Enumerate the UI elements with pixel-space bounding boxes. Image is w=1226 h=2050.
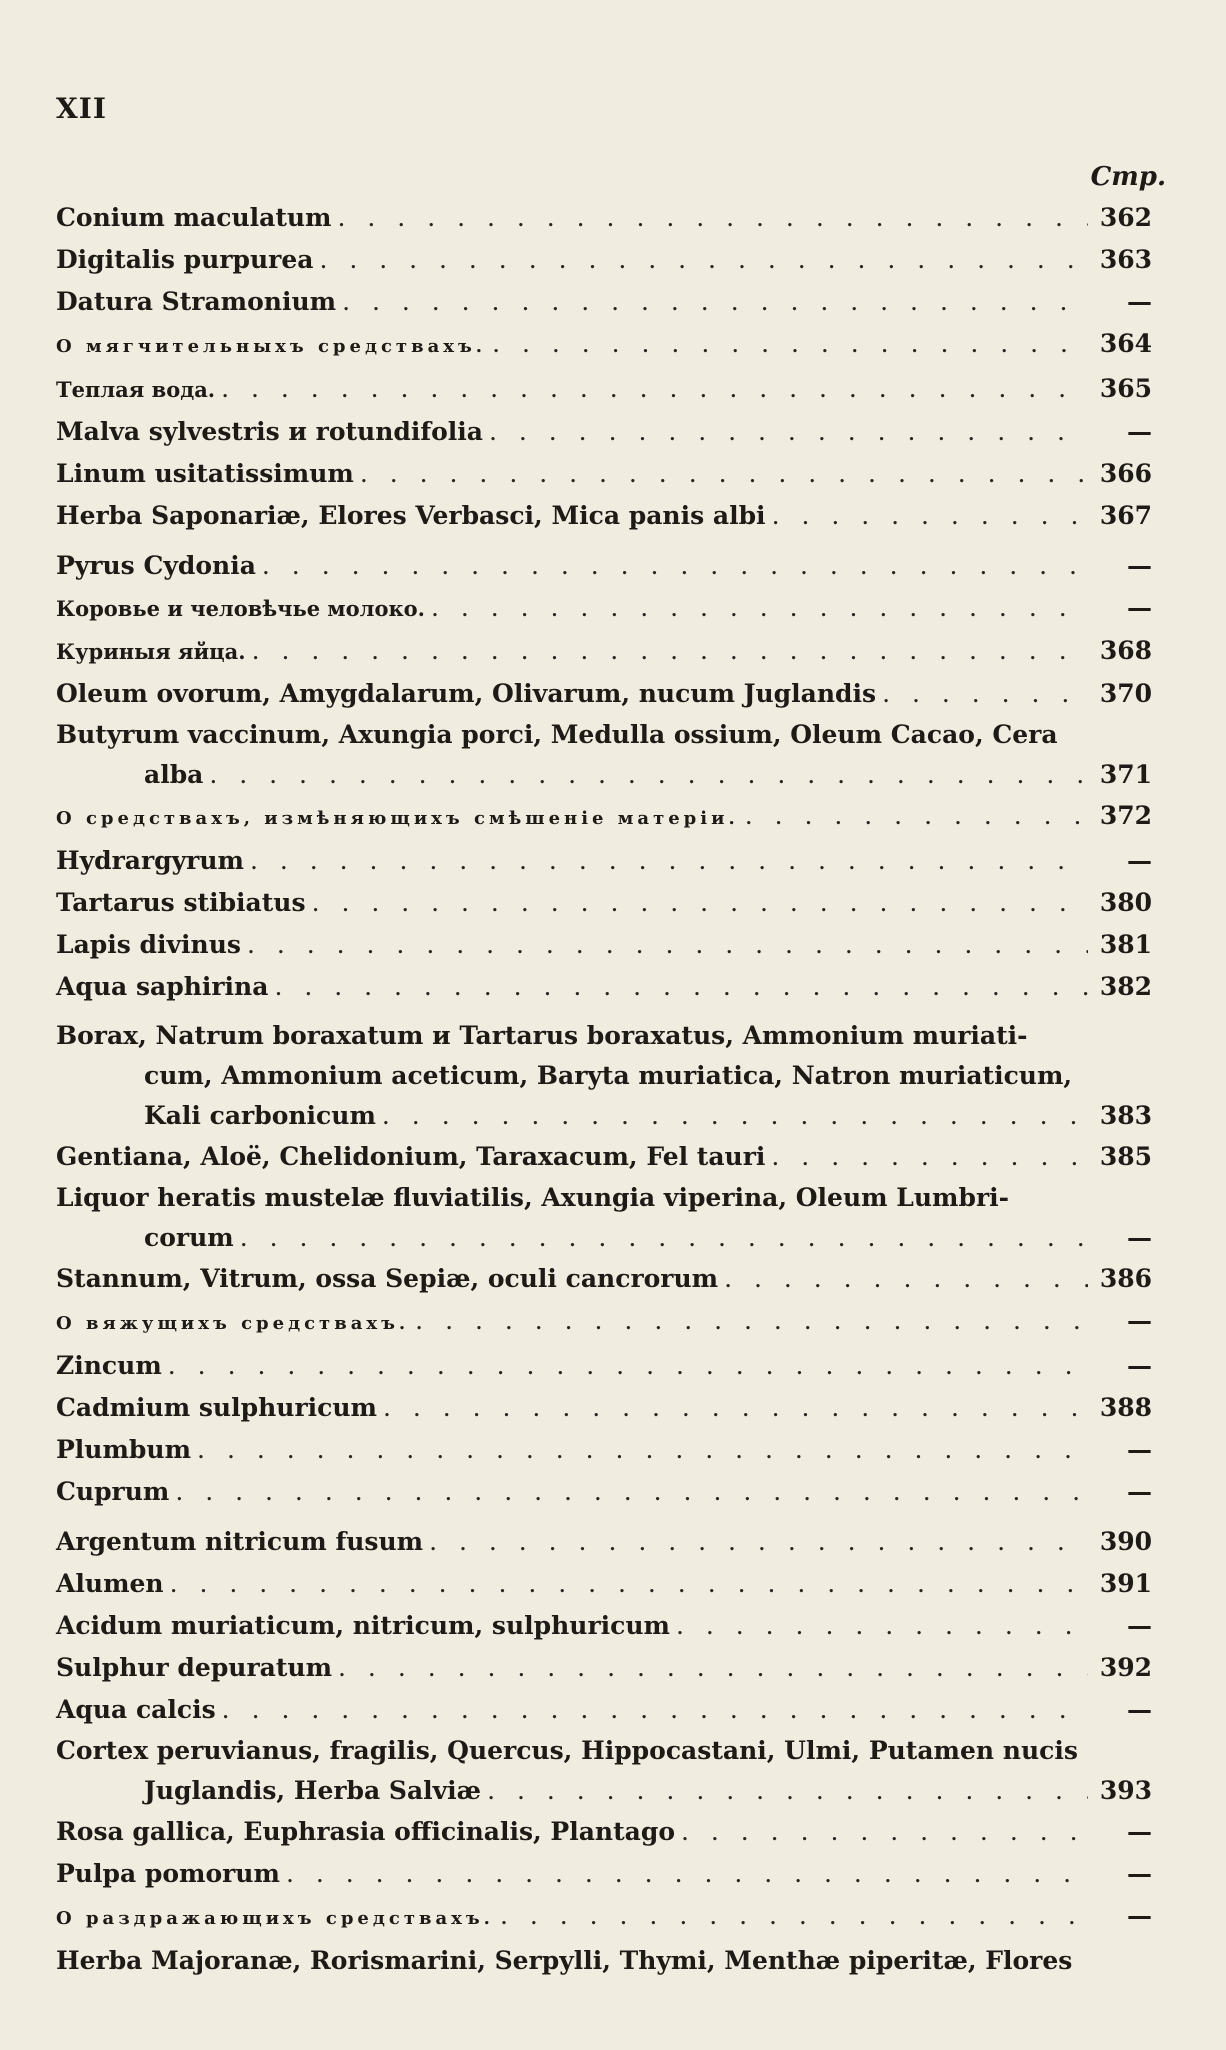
toc-entry-label: Lapis divinus [56,930,241,959]
toc-entry-label: Kali carbonicum [144,1101,376,1130]
toc-entry [56,368,1152,411]
toc-section-heading [56,323,1152,368]
toc-section-heading [56,795,1152,840]
toc-entry [56,1429,1152,1471]
dot-leader [382,1096,1088,1136]
toc-page-number: 390 [1099,1527,1152,1556]
dot-leader [175,1471,1088,1513]
toc-entry-label: Теплая вода. [56,377,216,402]
toc-page-number: — [1127,287,1152,316]
toc-entry [56,411,1152,453]
toc-entry [56,1471,1152,1513]
dot-leader [197,1429,1088,1471]
toc-entry-label: corum [144,1223,234,1252]
toc-entry [56,1811,1152,1853]
toc-entry-label: О средствахъ, измѣняющихъ смѣшенiе матерiи. [56,808,739,829]
toc-entry-label: Acidum muriaticum, nitricum, sulphuricum [56,1611,670,1640]
dot-leader [771,1136,1088,1178]
toc-entry-text: Butyrum vaccinum, Axungia porci, Medulla ossium, Oleum Cacao, Cera [56,720,1058,749]
dot-leader [262,545,1088,587]
toc-entry [56,1731,1152,1811]
toc-entry [56,1605,1152,1647]
toc-page-number: 363 [1099,245,1152,274]
dot-leader [431,587,1088,629]
toc-entry-label: О мягчительныхъ средствахъ. [56,336,487,357]
toc-entry-label: Aqua saphirina [56,972,269,1001]
page-column-header: Стр. [1090,162,1166,192]
toc-entry-label: Alumen [56,1569,164,1598]
toc-page-number: 380 [1099,888,1152,917]
toc-page-number: 370 [1099,679,1152,708]
dot-leader [745,795,1088,837]
toc-page-number: — [1127,1901,1152,1930]
toc-page-number: — [1127,1611,1152,1640]
toc-entry-text: cum, Ammonium aceticum, Baryta muriatica, Natron muriaticum, [144,1061,1073,1090]
toc-entry [56,1136,1152,1178]
dot-leader [274,966,1088,1008]
toc-entry-label: Stannum, Vitrum, ossa Sepiæ, oculi cancrorum [56,1264,719,1293]
toc-entry-label: Linum usitatissimum [56,459,354,488]
toc-page-number: 371 [1099,760,1152,789]
dot-leader [222,1689,1088,1731]
toc-page-number: — [1127,1695,1152,1724]
dot-leader [170,1563,1088,1605]
toc-page-number: 365 [1099,374,1152,403]
toc-page-number: 368 [1099,636,1152,665]
dot-leader [772,495,1088,537]
dot-leader [338,197,1088,239]
dot-leader [383,1387,1088,1429]
toc-entry [56,1521,1152,1563]
toc-page-number: — [1127,1306,1152,1335]
dot-leader [312,882,1088,924]
toc-entry-label: Pyrus Cydonia [56,551,256,580]
toc-entry [56,197,1152,239]
toc-page-number: 392 [1099,1653,1152,1682]
toc-page-number: 382 [1099,972,1152,1001]
page-number-roman: XII [56,92,107,125]
toc-entry [56,587,1152,630]
toc-entry [56,1563,1152,1605]
dot-leader [429,1521,1088,1563]
dot-leader [492,323,1088,365]
dot-leader [489,411,1088,453]
toc-page-number: 367 [1099,501,1152,530]
toc-entry [56,1689,1152,1731]
toc-entry-label: Herba Saponariæ, Elores Verbasci, Mica panis albi [56,501,766,530]
toc-entry [56,630,1152,673]
toc-page-number: 364 [1099,329,1152,358]
toc-entry [56,1345,1152,1387]
toc-page-number: 393 [1099,1776,1152,1805]
toc-section-heading [56,1300,1152,1345]
dot-leader [681,1811,1088,1853]
toc-entry-label: Hydrargyrum [56,846,244,875]
dot-leader [286,1853,1088,1895]
toc-entry [56,715,1152,795]
toc-entry [56,840,1152,882]
toc-page-number: — [1127,1435,1152,1464]
dot-leader [676,1605,1088,1647]
toc-page-number: — [1127,1817,1152,1846]
dot-leader [342,281,1088,323]
dot-leader [247,924,1088,966]
toc-page-number: 386 [1099,1264,1152,1293]
toc-entry-label: Juglandis, Herba Salviæ [144,1776,482,1805]
toc-entry-label: Conium maculatum [56,203,332,232]
toc-entry [56,545,1152,587]
toc-entry-label: Cadmium sulphuricum [56,1393,377,1422]
dot-leader [882,673,1088,715]
toc-page-number: — [1127,1223,1152,1252]
toc-entry [56,239,1152,281]
toc-entry-label: Argentum nitricum fusum [56,1527,424,1556]
dot-leader [221,368,1088,410]
toc-entry [56,1178,1152,1258]
toc-entry-label: О вяжущихъ средствахъ. [56,1313,410,1334]
dot-leader [724,1258,1088,1300]
toc-entry-text: Cortex peruvianus, fragilis, Quercus, Hippocastani, Ulmi, Putamen nucis [56,1736,1078,1765]
dot-leader [252,630,1088,672]
toc-page-number: — [1127,417,1152,446]
toc-entry-label: Zincum [56,1351,162,1380]
toc-entry [56,1387,1152,1429]
toc-entry-label: Коровье и человѣчье молоко. [56,596,425,621]
toc-entry-text: Borax, Natrum boraxatum и Tartarus boraxatus, Ammonium muriati- [56,1021,1028,1050]
dot-leader [500,1895,1088,1937]
toc-entry-label: Sulphur depuratum [56,1653,333,1682]
toc-entry-label: Gentiana, Aloë, Chelidonium, Taraxacum, Fel tauri [56,1142,766,1171]
toc-entry-label: Aqua calcis [56,1695,216,1724]
dot-leader [415,1300,1088,1342]
toc-entry-label: О раздражающихъ средствахъ. [56,1908,494,1929]
toc-entry [56,1016,1152,1136]
toc-entry [56,673,1152,715]
toc-page-number: — [1127,1351,1152,1380]
dot-leader [319,239,1088,281]
toc-entry [56,495,1152,537]
dot-leader [240,1218,1088,1258]
dot-leader [168,1345,1088,1387]
toc-page-number: 391 [1099,1569,1152,1598]
toc-page-number: 366 [1099,459,1152,488]
toc-entry-label: Pulpa pomorum [56,1859,280,1888]
toc-entry [56,1853,1152,1895]
toc-entry [56,1940,1152,1982]
toc-entry-label: Cuprum [56,1477,170,1506]
toc-entry [56,966,1152,1008]
toc-page-number: — [1127,1859,1152,1888]
dot-leader [360,453,1088,495]
toc-page-number: 385 [1099,1142,1152,1171]
toc-page-number: 388 [1099,1393,1152,1422]
toc-entry-label: Datura Stramonium [56,287,337,316]
toc-entry [56,453,1152,495]
table-of-contents [56,197,1152,1982]
toc-page-number: 372 [1099,801,1152,830]
toc-entry-label: Tartarus stibiatus [56,888,306,917]
toc-page-number: 383 [1099,1101,1152,1130]
dot-leader [487,1771,1088,1811]
toc-entry-label: Rosa gallica, Euphrasia officinalis, Plantago [56,1817,675,1846]
dot-leader [250,840,1088,882]
dot-leader [338,1647,1088,1689]
toc-entry-label: Herba Majoranæ, Rorismarini, Serpylli, Thymi, Menthæ piperitæ, Flores [56,1946,1073,1975]
toc-entry [56,1258,1152,1300]
toc-page-number: 381 [1099,930,1152,959]
toc-entry [56,281,1152,323]
toc-entry-label: Куриныя яйца. [56,639,246,664]
dot-leader [209,755,1088,795]
toc-section-heading [56,1895,1152,1940]
toc-entry-label: Malva sylvestris и rotundifolia [56,417,483,446]
toc-entry [56,924,1152,966]
toc-page-number: 362 [1099,203,1152,232]
toc-entry-text: Liquor heratis mustelæ fluviatilis, Axungia viperina, Oleum Lumbri- [56,1183,1010,1212]
toc-entry-label: alba [144,760,204,789]
toc-entry-label: Oleum ovorum, Amygdalarum, Olivarum, nucum Juglandis [56,679,877,708]
toc-entry-label: Digitalis purpurea [56,245,314,274]
toc-page-number: — [1127,593,1152,622]
toc-page-number: — [1127,846,1152,875]
toc-entry [56,1647,1152,1689]
toc-entry-label: Plumbum [56,1435,192,1464]
toc-page-number: — [1127,1477,1152,1506]
toc-page-number: — [1127,551,1152,580]
toc-entry [56,882,1152,924]
